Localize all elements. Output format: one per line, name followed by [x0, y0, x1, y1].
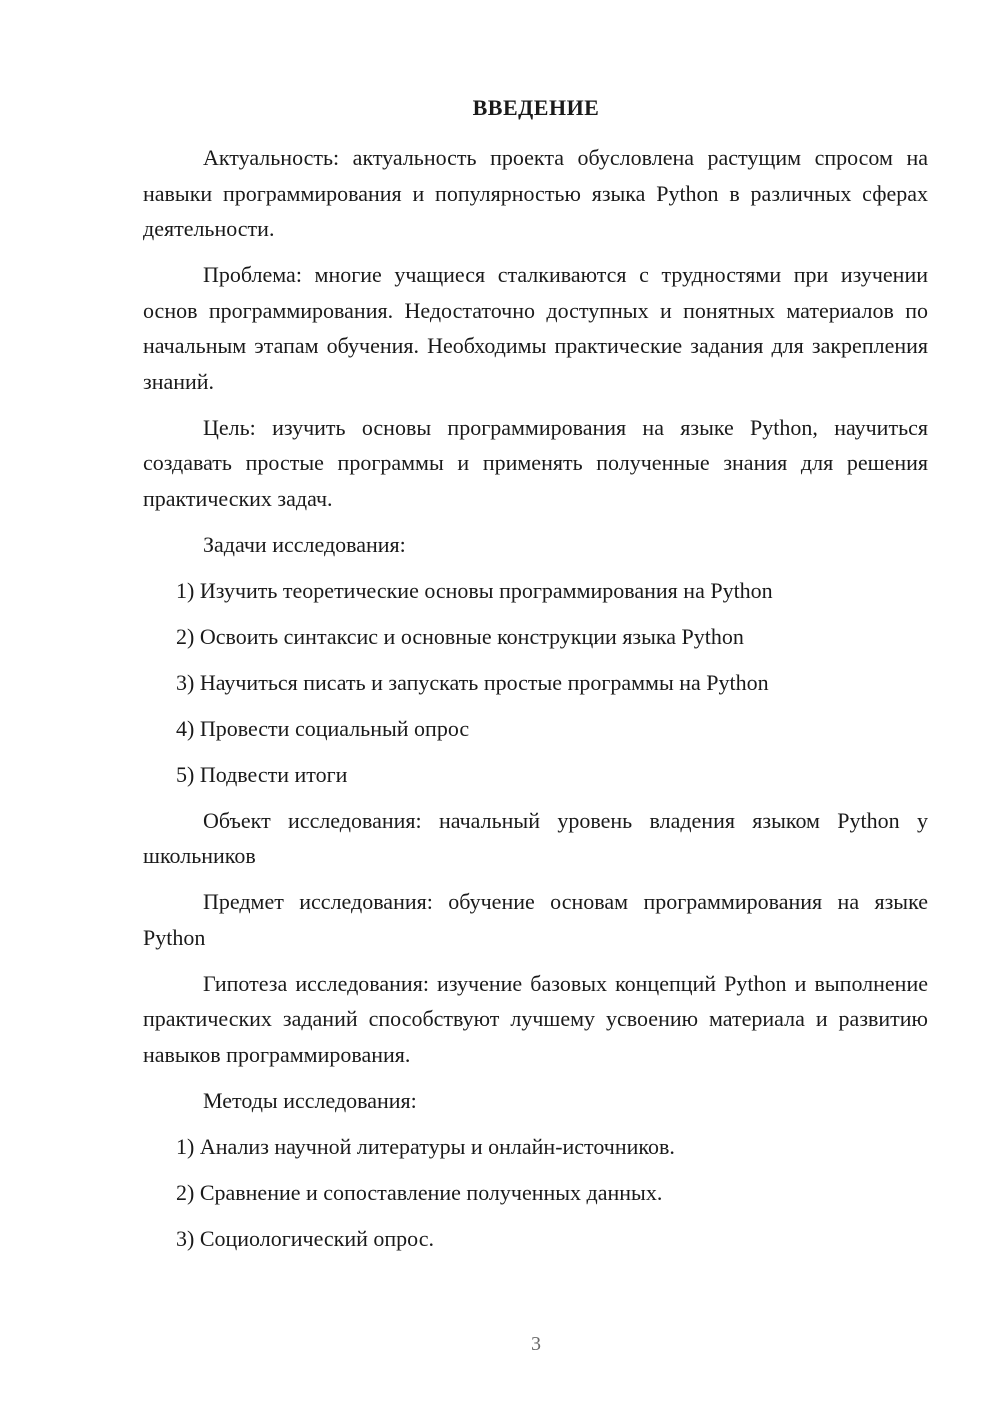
hypothesis-paragraph: Гипотеза исследования: изучение базовых концепций Python и выполнение практических заданий способствуют лучшему усвоению материала и развитию навыков программирования.: [143, 970, 928, 1067]
subject-paragraph: Предмет исследования: обучение основам программирования на языке Python: [143, 889, 928, 950]
object-paragraph: Объект исследования: начальный уровень владения языком Python у школьников: [143, 807, 928, 868]
task-item: 5) Подвести итоги: [176, 761, 348, 787]
task-item: 1) Изучить теоретические основы программирования на Python: [176, 577, 773, 603]
task-item: 3) Научиться писать и запускать простые программы на Python: [176, 669, 769, 695]
method-item: 2) Сравнение и сопоставление полученных данных.: [176, 1179, 663, 1205]
methods-heading: Методы исследования:: [203, 1087, 417, 1113]
page-title: ВВЕДЕНИЕ: [472, 95, 600, 120]
task-item: 4) Провести социальный опрос: [176, 715, 470, 741]
document-body: [143, 140, 928, 1267]
method-item: 1) Анализ научной литературы и онлайн-источников.: [176, 1133, 675, 1159]
tasks-heading: Задачи исследования:: [203, 531, 406, 557]
page-number: 3: [531, 1333, 541, 1355]
method-item: 3) Социологический опрос.: [176, 1225, 434, 1251]
task-item: 2) Освоить синтаксис и основные конструкции языка Python: [176, 623, 744, 649]
goal-paragraph: Цель: изучить основы программирования на языке Python, научиться создавать простые программы и применять полученные знания для решения практических задач.: [143, 414, 928, 511]
relevance-paragraph: Актуальность: актуальность проекта обусловлена растущим спросом на навыки программирования и популярностью языка Python в различных сферах деятельности.: [143, 145, 928, 241]
problem-paragraph: Проблема: многие учащиеся сталкиваются с трудностями при изучении основ программирования. Недостаточно доступных и понятных материалов по начальным этапам обучения. Необходимы практические задания для закрепления знаний.: [143, 262, 928, 394]
